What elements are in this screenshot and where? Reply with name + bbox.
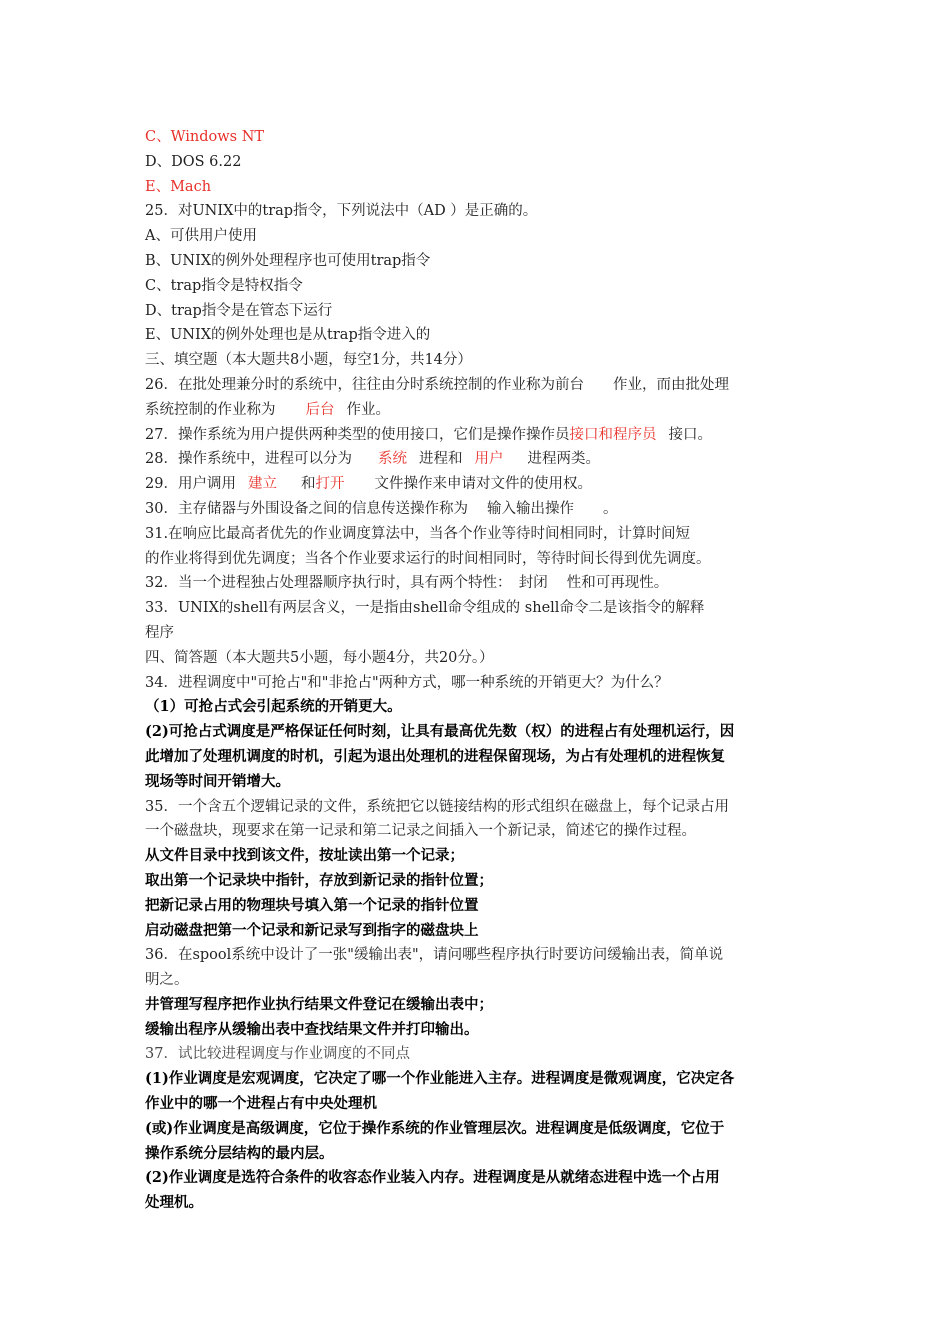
option-c-windows-nt: C、Windows NT (145, 129, 265, 145)
q25-option-d: D、trap指令是在管态下运行 (145, 302, 333, 319)
section-3-heading: 三、填空题（本大题共8小题，每空1分，共14分） (145, 352, 472, 369)
question-35-cont: 一个磁盘块，现要求在第一记录和第二记录之间插入一个新记录，简述它的操作过程。 (145, 823, 696, 840)
q25-option-b: B、UNIX的例外处理程序也可使用trap指令 (145, 252, 431, 269)
q26-answer: 后台 (305, 401, 335, 418)
question-31-cont: 的作业将得到优先调度；当各个作业要求运行的时间相同时，等待时间长得到优先调度。 (145, 550, 711, 567)
answer-35-step-3: 把新记录占用的物理块号填入第一个记录的指针位置 (145, 896, 479, 914)
answer-36-1: 井管理写程序把作业执行结果文件登记在缓输出表中； (145, 995, 493, 1013)
question-30: 30．主存储器与外围设备之间的信息传送操作称为 输入输出操作 。 (145, 500, 618, 517)
answer-37-alt: (或)作业调度是高级调度，它位于操作系统的作业管理层次。进程调度是低级调度，它位于 (145, 1119, 725, 1137)
answer-34-2: (2)可抢占式调度是严格保证任何时刻，让具有最高优先数（权）的进程占有处理机运行，因 (145, 723, 735, 741)
question-34: 34．进程调度中"可抢占"和"非抢占"两种方式，哪一种系统的开销更大？为什么？ (145, 674, 669, 691)
answer-37-1-cont: 作业中的哪一个进程占有中央处理机 (145, 1095, 377, 1113)
q25-option-c: C、trap指令是特权指令 (145, 277, 303, 294)
question-33-cont: 程序 (145, 624, 174, 641)
question-26-cont (145, 398, 815, 423)
q28-tail: 进程两类。 (527, 451, 600, 468)
answer-37-alt-cont: 操作系统分层结构的最内层。 (145, 1144, 334, 1162)
document-page (145, 125, 815, 1216)
answer-37-2: (2)作业调度是选符合条件的收容态作业装入内存。进程调度是从就绪态进程中选一个占用 (145, 1169, 720, 1187)
q29-answer-2: 打开 (315, 476, 345, 493)
option-d-dos: D、DOS 6.22 (145, 153, 242, 170)
answer-36-2: 缓输出程序从缓输出表中查找结果文件并打印输出。 (145, 1020, 479, 1038)
q25-option-e: E、UNIX的例外处理也是从trap指令进入的 (145, 327, 431, 344)
question-28 (145, 447, 815, 472)
option-e-mach: E、Mach (145, 178, 212, 195)
answer-34-1: （1）可抢占式会引起系统的开销更大。 (145, 698, 402, 716)
q27-text: 27．操作系统为用户提供两种类型的使用接口，它们是操作操作员 (145, 426, 570, 443)
section-4-heading: 四、简答题（本大题共5小题，每小题4分，共20分。） (145, 649, 494, 666)
answer-34-2-cont2: 现场等时间开销增大。 (145, 772, 290, 790)
question-31: 31.在响应比最高者优先的作业调度算法中，当各个作业等待时间相同时，计算时间短 (145, 525, 691, 542)
question-36: 36．在spool系统中设计了一张"缓输出表"，请问哪些程序执行时要访问缓输出表，简单说 (145, 947, 724, 964)
q28-mid: 进程和 (418, 451, 463, 468)
answer-37-2-cont: 处理机。 (145, 1194, 203, 1212)
question-33: 33．UNIX的shell有两层含义，一是指由shell命令组成的 shell命令二是该指令的解释 (145, 600, 705, 617)
question-36-cont: 明之。 (145, 972, 189, 989)
question-37: 37．试比较进程调度与作业调度的不同点 (145, 1046, 410, 1063)
question-32: 32．当一个进程独占处理器顺序执行时，具有两个特性： 封闭 性和可再现性。 (145, 575, 669, 592)
q28-answer-2: 用户 (474, 451, 504, 468)
question-26: 26．在批处理兼分时的系统中，往往由分时系统控制的作业称为前台 作业，而由批处理 (145, 376, 729, 393)
q29-answer-1: 建立 (247, 476, 277, 493)
q27-tail: 接口。 (668, 426, 712, 443)
q27-answer: 接口和程序员 (569, 426, 657, 443)
q29-tail: 文件操作来申请对文件的使用权。 (374, 476, 592, 493)
q28-text: 28．操作系统中，进程可以分为 (145, 451, 352, 468)
answer-37-1: (1)作业调度是宏观调度，它决定了哪一个作业能进入主存。进程调度是微观调度，它决定各 (145, 1070, 735, 1088)
question-29 (145, 472, 815, 497)
q26-text: 系统控制的作业称为 (145, 401, 276, 418)
answer-35-step-2: 取出第一个记录块中指针，存放到新记录的指针位置； (145, 871, 493, 889)
answer-34-2-cont: 此增加了处理机调度的时机，引起为退出处理机的进程保留现场，为占有处理机的进程恢复 (145, 747, 725, 765)
q26-tail: 作业。 (346, 401, 390, 418)
q28-answer-1: 系统 (377, 451, 407, 468)
q25-option-a: A、可供用户使用 (145, 228, 257, 245)
answer-35-step-4: 启动磁盘把第一个记录和新记录写到指字的磁盘块上 (145, 921, 479, 939)
question-27 (145, 423, 815, 448)
answer-35-step-1: 从文件目录中找到该文件，按址读出第一个记录； (145, 847, 464, 865)
question-25: 25．对UNIX中的trap指令，下列说法中（AD ）是正确的。 (145, 203, 538, 220)
q29-text: 29．用户调用 (145, 476, 236, 493)
q29-mid: 和 (300, 476, 316, 493)
question-35: 35．一个含五个逻辑记录的文件，系统把它以链接结构的形式组织在磁盘上，每个记录占用 (145, 798, 729, 815)
